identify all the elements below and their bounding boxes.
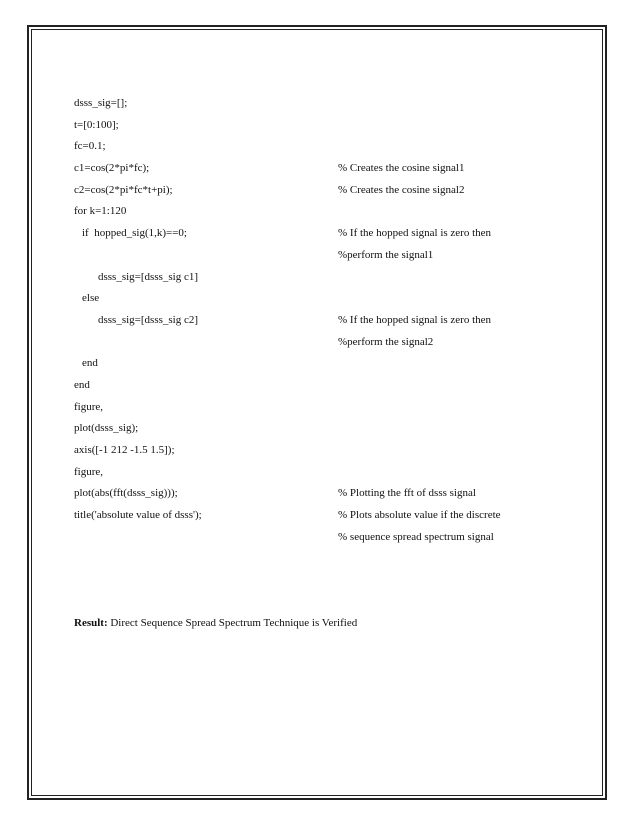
code-comment: % sequence spread spectrum signal xyxy=(338,530,494,543)
code-line xyxy=(74,443,574,465)
code-text: t=[0:100]; xyxy=(74,118,119,131)
code-text: figure, xyxy=(74,465,104,478)
code-comment: %perform the signal2 xyxy=(338,335,434,348)
code-comment: % If the hopped signal is zero then xyxy=(338,227,492,240)
code-comment: % Plots absolute value if the discrete xyxy=(338,509,501,522)
code-listing xyxy=(74,96,574,551)
code-comment: % Creates the cosine signal1 xyxy=(338,162,465,175)
code-text: if hopped_sig(1,k)==0; xyxy=(82,227,187,240)
code-text: c1=cos(2*pi*fc); xyxy=(74,162,150,175)
code-text: end xyxy=(82,357,98,370)
code-text: fc=0.1; xyxy=(74,140,106,153)
code-line xyxy=(74,378,574,400)
code-line xyxy=(74,508,574,530)
code-line xyxy=(74,335,574,357)
code-line xyxy=(74,96,574,118)
code-text: plot(abs(fft(dsss_sig))); xyxy=(74,487,178,500)
result-statement xyxy=(74,616,357,630)
code-comment: % Creates the cosine signal2 xyxy=(338,183,465,196)
code-comment: % Plotting the fft of dsss signal xyxy=(338,487,476,500)
code-text: axis([-1 212 -1.5 1.5]); xyxy=(74,444,175,456)
code-line xyxy=(74,270,574,292)
code-text: end xyxy=(74,378,90,391)
code-line xyxy=(74,421,574,443)
code-comment: %perform the signal1 xyxy=(338,248,434,261)
result-text: Direct Sequence Spread Spectrum Technique is Verified xyxy=(107,617,358,629)
code-line xyxy=(74,183,574,205)
code-comment: % If the hopped signal is zero then xyxy=(338,313,492,326)
code-line xyxy=(74,313,574,335)
code-text: c2=cos(2*pi*fc*t+pi); xyxy=(74,183,173,196)
code-line xyxy=(74,465,574,487)
code-line xyxy=(74,291,574,313)
code-text: plot(dsss_sig); xyxy=(74,422,139,435)
code-text: dsss_sig=[dsss_sig c2] xyxy=(98,313,199,326)
code-line xyxy=(74,356,574,378)
code-text: title('absolute value of dsss'); xyxy=(74,509,202,522)
code-text: else xyxy=(82,292,100,305)
code-line xyxy=(74,486,574,508)
code-line xyxy=(74,204,574,226)
code-line xyxy=(74,530,574,552)
result-label: Result: xyxy=(74,617,108,629)
code-line xyxy=(74,118,574,140)
code-line xyxy=(74,161,574,183)
code-line xyxy=(74,400,574,422)
code-text: figure, xyxy=(74,400,104,413)
code-text: for k=1:120 xyxy=(74,205,127,218)
code-line xyxy=(74,226,574,248)
code-line xyxy=(74,139,574,161)
code-line xyxy=(74,248,574,270)
code-text: dsss_sig=[dsss_sig c1] xyxy=(98,270,199,283)
code-text: dsss_sig=[]; xyxy=(74,97,128,109)
